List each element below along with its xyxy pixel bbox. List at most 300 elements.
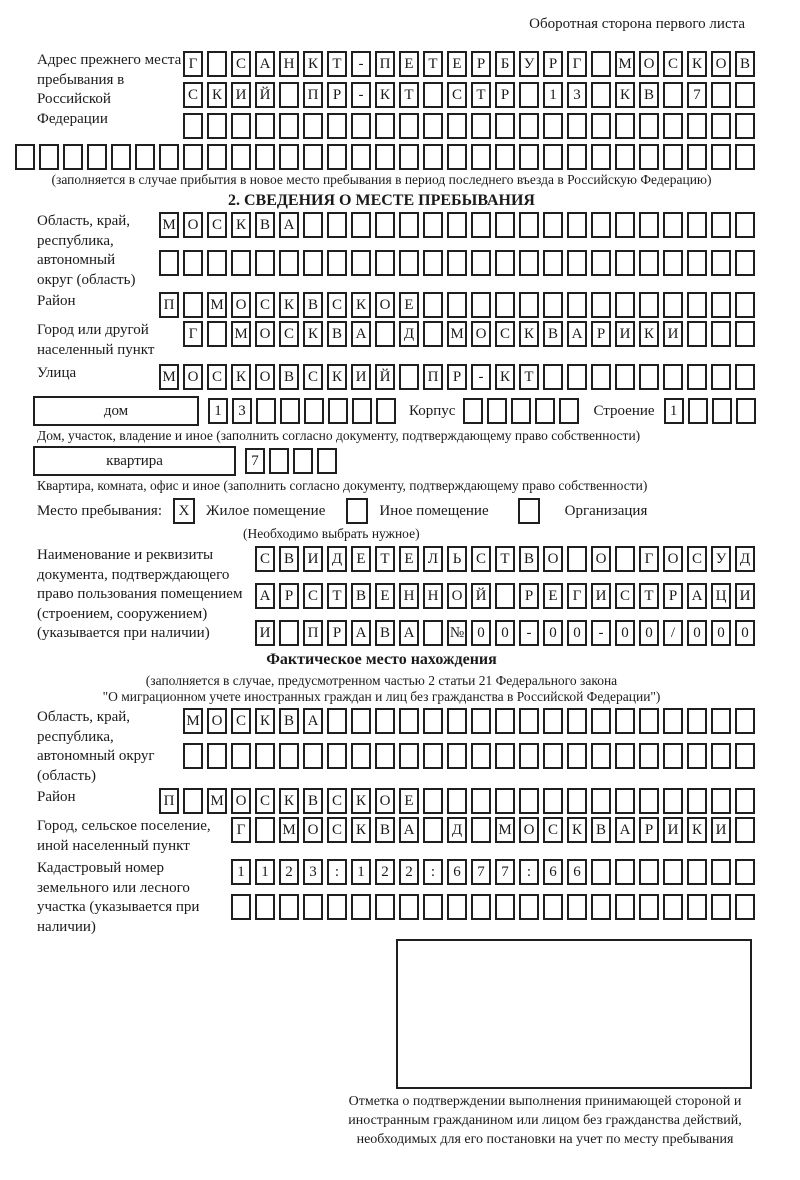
- char-cell[interactable]: [399, 212, 419, 238]
- char-cell[interactable]: Д: [327, 546, 347, 572]
- char-cell[interactable]: [471, 113, 491, 139]
- char-cell[interactable]: Р: [639, 817, 659, 843]
- char-cell[interactable]: А: [399, 620, 419, 646]
- char-cell[interactable]: [687, 708, 707, 734]
- char-cell[interactable]: -: [471, 364, 491, 390]
- char-cell[interactable]: [663, 113, 683, 139]
- char-cell[interactable]: [519, 743, 539, 769]
- char-cell[interactable]: Т: [375, 546, 395, 572]
- char-cell[interactable]: Д: [399, 321, 419, 347]
- char-cell[interactable]: [87, 144, 107, 170]
- char-cell[interactable]: К: [255, 708, 275, 734]
- char-cell[interactable]: [519, 82, 539, 108]
- char-cell[interactable]: [735, 144, 755, 170]
- char-cell[interactable]: К: [615, 82, 635, 108]
- char-cell[interactable]: [255, 250, 275, 276]
- char-cell[interactable]: [207, 51, 227, 77]
- char-cell[interactable]: [183, 292, 203, 318]
- char-cell[interactable]: 2: [279, 859, 299, 885]
- char-cell[interactable]: [735, 859, 755, 885]
- char-cell[interactable]: [255, 817, 275, 843]
- char-cell[interactable]: [711, 321, 731, 347]
- char-cell[interactable]: [231, 113, 251, 139]
- char-cell[interactable]: С: [303, 583, 323, 609]
- char-cell[interactable]: Й: [471, 583, 491, 609]
- char-cell[interactable]: Б: [495, 51, 515, 77]
- char-cell[interactable]: 0: [711, 620, 731, 646]
- char-cell[interactable]: [375, 321, 395, 347]
- char-cell[interactable]: [423, 292, 443, 318]
- char-cell[interactable]: В: [375, 817, 395, 843]
- char-cell[interactable]: Т: [639, 583, 659, 609]
- char-cell[interactable]: [183, 144, 203, 170]
- char-cell[interactable]: [711, 894, 731, 920]
- char-cell[interactable]: О: [207, 708, 227, 734]
- char-cell[interactable]: И: [231, 82, 251, 108]
- char-cell[interactable]: [255, 144, 275, 170]
- char-cell[interactable]: Г: [231, 817, 251, 843]
- char-cell[interactable]: [663, 212, 683, 238]
- char-cell[interactable]: Д: [447, 817, 467, 843]
- char-cell[interactable]: С: [615, 583, 635, 609]
- char-cell[interactable]: Е: [399, 292, 419, 318]
- char-cell[interactable]: М: [183, 708, 203, 734]
- char-cell[interactable]: [711, 144, 731, 170]
- char-cell[interactable]: [423, 82, 443, 108]
- char-cell[interactable]: [255, 113, 275, 139]
- char-cell[interactable]: П: [423, 364, 443, 390]
- char-cell[interactable]: Р: [327, 82, 347, 108]
- char-cell[interactable]: М: [495, 817, 515, 843]
- char-cell[interactable]: [376, 398, 396, 424]
- char-cell[interactable]: [639, 894, 659, 920]
- char-cell[interactable]: О: [639, 51, 659, 77]
- char-cell[interactable]: :: [327, 859, 347, 885]
- char-cell[interactable]: [303, 894, 323, 920]
- char-cell[interactable]: 1: [543, 82, 563, 108]
- char-cell[interactable]: А: [351, 321, 371, 347]
- char-cell[interactable]: [559, 398, 579, 424]
- char-cell[interactable]: [351, 113, 371, 139]
- char-cell[interactable]: [591, 292, 611, 318]
- char-cell[interactable]: 7: [471, 859, 491, 885]
- char-cell[interactable]: [207, 113, 227, 139]
- char-cell[interactable]: [471, 292, 491, 318]
- char-cell[interactable]: О: [255, 364, 275, 390]
- char-cell[interactable]: [207, 250, 227, 276]
- char-cell[interactable]: [711, 788, 731, 814]
- char-cell[interactable]: [327, 743, 347, 769]
- char-cell[interactable]: [711, 292, 731, 318]
- char-cell[interactable]: [111, 144, 131, 170]
- char-cell[interactable]: /: [663, 620, 683, 646]
- char-cell[interactable]: [317, 448, 337, 474]
- char-cell[interactable]: [615, 546, 635, 572]
- char-cell[interactable]: Н: [423, 583, 443, 609]
- char-cell[interactable]: [423, 250, 443, 276]
- char-cell[interactable]: Е: [543, 583, 563, 609]
- char-cell[interactable]: [663, 708, 683, 734]
- char-cell[interactable]: М: [447, 321, 467, 347]
- char-cell[interactable]: [471, 212, 491, 238]
- char-cell[interactable]: [447, 113, 467, 139]
- char-cell[interactable]: [639, 113, 659, 139]
- char-cell[interactable]: В: [735, 51, 755, 77]
- char-cell[interactable]: О: [663, 546, 683, 572]
- char-cell[interactable]: Е: [399, 51, 419, 77]
- char-cell[interactable]: М: [159, 212, 179, 238]
- checkbox-residential[interactable]: X: [173, 498, 195, 524]
- char-cell[interactable]: Р: [519, 583, 539, 609]
- char-cell[interactable]: Т: [519, 364, 539, 390]
- char-cell[interactable]: [687, 321, 707, 347]
- char-cell[interactable]: [711, 364, 731, 390]
- char-cell[interactable]: М: [279, 817, 299, 843]
- char-cell[interactable]: [663, 292, 683, 318]
- char-cell[interactable]: :: [423, 859, 443, 885]
- char-cell[interactable]: П: [159, 788, 179, 814]
- char-cell[interactable]: [687, 212, 707, 238]
- char-cell[interactable]: [255, 743, 275, 769]
- char-cell[interactable]: [591, 113, 611, 139]
- char-cell[interactable]: [495, 894, 515, 920]
- char-cell[interactable]: -: [591, 620, 611, 646]
- char-cell[interactable]: [639, 788, 659, 814]
- char-cell[interactable]: [591, 144, 611, 170]
- char-cell[interactable]: Т: [471, 82, 491, 108]
- char-cell[interactable]: С: [207, 364, 227, 390]
- char-cell[interactable]: О: [231, 292, 251, 318]
- char-cell[interactable]: [351, 708, 371, 734]
- char-cell[interactable]: [735, 894, 755, 920]
- char-cell[interactable]: В: [279, 364, 299, 390]
- char-cell[interactable]: 1: [231, 859, 251, 885]
- char-cell[interactable]: [567, 364, 587, 390]
- char-cell[interactable]: В: [279, 546, 299, 572]
- char-cell[interactable]: [352, 398, 372, 424]
- char-cell[interactable]: [735, 250, 755, 276]
- char-cell[interactable]: [735, 321, 755, 347]
- char-cell[interactable]: [279, 113, 299, 139]
- char-cell[interactable]: [423, 894, 443, 920]
- char-cell[interactable]: К: [351, 817, 371, 843]
- char-cell[interactable]: [399, 743, 419, 769]
- char-cell[interactable]: [375, 144, 395, 170]
- char-cell[interactable]: [495, 144, 515, 170]
- char-cell[interactable]: О: [471, 321, 491, 347]
- char-cell[interactable]: О: [375, 788, 395, 814]
- char-cell[interactable]: В: [543, 321, 563, 347]
- char-cell[interactable]: [639, 292, 659, 318]
- char-cell[interactable]: Ц: [711, 583, 731, 609]
- char-cell[interactable]: 0: [543, 620, 563, 646]
- char-cell[interactable]: К: [279, 292, 299, 318]
- char-cell[interactable]: [399, 144, 419, 170]
- char-cell[interactable]: К: [327, 364, 347, 390]
- char-cell[interactable]: 0: [495, 620, 515, 646]
- char-cell[interactable]: А: [279, 212, 299, 238]
- char-cell[interactable]: [269, 448, 289, 474]
- char-cell[interactable]: [327, 250, 347, 276]
- char-cell[interactable]: О: [375, 292, 395, 318]
- char-cell[interactable]: А: [399, 817, 419, 843]
- char-cell[interactable]: С: [255, 292, 275, 318]
- char-cell[interactable]: [495, 743, 515, 769]
- char-cell[interactable]: 7: [687, 82, 707, 108]
- char-cell[interactable]: М: [207, 292, 227, 318]
- char-cell[interactable]: В: [303, 292, 323, 318]
- char-cell[interactable]: Р: [327, 620, 347, 646]
- char-cell[interactable]: [711, 708, 731, 734]
- char-cell[interactable]: [327, 113, 347, 139]
- char-cell[interactable]: С: [207, 212, 227, 238]
- char-cell[interactable]: Р: [471, 51, 491, 77]
- char-cell[interactable]: [447, 292, 467, 318]
- char-cell[interactable]: [423, 620, 443, 646]
- char-cell[interactable]: С: [327, 788, 347, 814]
- char-cell[interactable]: [495, 583, 515, 609]
- char-cell[interactable]: [351, 743, 371, 769]
- char-cell[interactable]: 3: [303, 859, 323, 885]
- char-cell[interactable]: О: [543, 546, 563, 572]
- char-cell[interactable]: С: [183, 82, 203, 108]
- char-cell[interactable]: [615, 364, 635, 390]
- char-cell[interactable]: [183, 113, 203, 139]
- char-cell[interactable]: [231, 250, 251, 276]
- char-cell[interactable]: 1: [255, 859, 275, 885]
- char-cell[interactable]: Е: [351, 546, 371, 572]
- char-cell[interactable]: [183, 743, 203, 769]
- char-cell[interactable]: Т: [495, 546, 515, 572]
- char-cell[interactable]: [519, 144, 539, 170]
- char-cell[interactable]: [471, 743, 491, 769]
- char-cell[interactable]: [735, 82, 755, 108]
- char-cell[interactable]: [399, 250, 419, 276]
- char-cell[interactable]: К: [231, 212, 251, 238]
- char-cell[interactable]: [159, 144, 179, 170]
- char-cell[interactable]: [399, 113, 419, 139]
- char-cell[interactable]: [712, 398, 732, 424]
- char-cell[interactable]: [567, 546, 587, 572]
- char-cell[interactable]: [543, 113, 563, 139]
- char-cell[interactable]: Р: [591, 321, 611, 347]
- char-cell[interactable]: А: [303, 708, 323, 734]
- char-cell[interactable]: [463, 398, 483, 424]
- char-cell[interactable]: [519, 708, 539, 734]
- char-cell[interactable]: [663, 364, 683, 390]
- char-cell[interactable]: [567, 743, 587, 769]
- char-cell[interactable]: К: [207, 82, 227, 108]
- char-cell[interactable]: О: [303, 817, 323, 843]
- char-cell[interactable]: Г: [567, 51, 587, 77]
- char-cell[interactable]: Р: [495, 82, 515, 108]
- char-cell[interactable]: [567, 212, 587, 238]
- char-cell[interactable]: Г: [639, 546, 659, 572]
- char-cell[interactable]: [495, 250, 515, 276]
- char-cell[interactable]: С: [447, 82, 467, 108]
- char-cell[interactable]: С: [231, 708, 251, 734]
- char-cell[interactable]: [711, 859, 731, 885]
- char-cell[interactable]: Т: [327, 583, 347, 609]
- char-cell[interactable]: [663, 82, 683, 108]
- char-cell[interactable]: С: [327, 817, 347, 843]
- char-cell[interactable]: [447, 708, 467, 734]
- char-cell[interactable]: -: [351, 82, 371, 108]
- char-cell[interactable]: [736, 398, 756, 424]
- char-cell[interactable]: Е: [375, 583, 395, 609]
- char-cell[interactable]: [375, 250, 395, 276]
- char-cell[interactable]: [687, 144, 707, 170]
- char-cell[interactable]: [351, 894, 371, 920]
- char-cell[interactable]: К: [279, 788, 299, 814]
- char-cell[interactable]: [279, 144, 299, 170]
- char-cell[interactable]: [471, 708, 491, 734]
- char-cell[interactable]: [639, 708, 659, 734]
- char-cell[interactable]: [511, 398, 531, 424]
- char-cell[interactable]: [567, 144, 587, 170]
- char-cell[interactable]: [567, 113, 587, 139]
- char-cell[interactable]: [351, 250, 371, 276]
- char-cell[interactable]: [543, 788, 563, 814]
- char-cell[interactable]: В: [639, 82, 659, 108]
- char-cell[interactable]: К: [351, 292, 371, 318]
- char-cell[interactable]: К: [303, 51, 323, 77]
- char-cell[interactable]: [639, 743, 659, 769]
- char-cell[interactable]: [279, 82, 299, 108]
- char-cell[interactable]: [15, 144, 35, 170]
- char-cell[interactable]: [615, 292, 635, 318]
- char-cell[interactable]: 1: [208, 398, 228, 424]
- char-cell[interactable]: О: [183, 364, 203, 390]
- char-cell[interactable]: С: [543, 817, 563, 843]
- char-cell[interactable]: [351, 212, 371, 238]
- char-cell[interactable]: [639, 212, 659, 238]
- char-cell[interactable]: [663, 894, 683, 920]
- char-cell[interactable]: [615, 144, 635, 170]
- char-cell[interactable]: И: [663, 321, 683, 347]
- char-cell[interactable]: Т: [399, 82, 419, 108]
- char-cell[interactable]: Т: [327, 51, 347, 77]
- char-cell[interactable]: [279, 250, 299, 276]
- char-cell[interactable]: [279, 894, 299, 920]
- char-cell[interactable]: П: [303, 82, 323, 108]
- char-cell[interactable]: Т: [423, 51, 443, 77]
- char-cell[interactable]: 2: [375, 859, 395, 885]
- char-cell[interactable]: [293, 448, 313, 474]
- char-cell[interactable]: В: [327, 321, 347, 347]
- char-cell[interactable]: В: [279, 708, 299, 734]
- char-cell[interactable]: [375, 113, 395, 139]
- char-cell[interactable]: [615, 743, 635, 769]
- char-cell[interactable]: [39, 144, 59, 170]
- char-cell[interactable]: [256, 398, 276, 424]
- char-cell[interactable]: [423, 743, 443, 769]
- char-cell[interactable]: [591, 788, 611, 814]
- char-cell[interactable]: [543, 144, 563, 170]
- char-cell[interactable]: №: [447, 620, 467, 646]
- char-cell[interactable]: 6: [567, 859, 587, 885]
- char-cell[interactable]: [663, 859, 683, 885]
- char-cell[interactable]: [735, 788, 755, 814]
- char-cell[interactable]: [543, 894, 563, 920]
- char-cell[interactable]: 0: [471, 620, 491, 646]
- char-cell[interactable]: [615, 113, 635, 139]
- confirmation-mark-box[interactable]: [396, 939, 752, 1089]
- char-cell[interactable]: [735, 817, 755, 843]
- char-cell[interactable]: О: [183, 212, 203, 238]
- char-cell[interactable]: С: [471, 546, 491, 572]
- char-cell[interactable]: [663, 788, 683, 814]
- char-cell[interactable]: [567, 250, 587, 276]
- char-cell[interactable]: О: [519, 817, 539, 843]
- char-cell[interactable]: [447, 212, 467, 238]
- char-cell[interactable]: [495, 212, 515, 238]
- char-cell[interactable]: О: [231, 788, 251, 814]
- char-cell[interactable]: Е: [399, 788, 419, 814]
- char-cell[interactable]: [687, 894, 707, 920]
- char-cell[interactable]: [495, 113, 515, 139]
- char-cell[interactable]: 7: [245, 448, 265, 474]
- char-cell[interactable]: [303, 250, 323, 276]
- char-cell[interactable]: 0: [639, 620, 659, 646]
- char-cell[interactable]: [447, 250, 467, 276]
- char-cell[interactable]: 2: [399, 859, 419, 885]
- char-cell[interactable]: [735, 292, 755, 318]
- char-cell[interactable]: М: [231, 321, 251, 347]
- char-cell[interactable]: Г: [567, 583, 587, 609]
- char-cell[interactable]: [567, 708, 587, 734]
- char-cell[interactable]: [423, 113, 443, 139]
- char-cell[interactable]: В: [591, 817, 611, 843]
- char-cell[interactable]: [567, 788, 587, 814]
- char-cell[interactable]: С: [279, 321, 299, 347]
- char-cell[interactable]: [231, 144, 251, 170]
- char-cell[interactable]: П: [375, 51, 395, 77]
- char-cell[interactable]: [183, 250, 203, 276]
- char-cell[interactable]: К: [687, 817, 707, 843]
- char-cell[interactable]: [495, 788, 515, 814]
- char-cell[interactable]: К: [687, 51, 707, 77]
- char-cell[interactable]: В: [519, 546, 539, 572]
- char-cell[interactable]: [447, 743, 467, 769]
- char-cell[interactable]: [399, 708, 419, 734]
- char-cell[interactable]: [303, 212, 323, 238]
- char-cell[interactable]: [615, 212, 635, 238]
- char-cell[interactable]: Е: [399, 546, 419, 572]
- char-cell[interactable]: [543, 250, 563, 276]
- char-cell[interactable]: [351, 144, 371, 170]
- char-cell[interactable]: [303, 113, 323, 139]
- char-cell[interactable]: [711, 250, 731, 276]
- char-cell[interactable]: [280, 398, 300, 424]
- char-cell[interactable]: Р: [447, 364, 467, 390]
- char-cell[interactable]: К: [303, 321, 323, 347]
- char-cell[interactable]: [567, 894, 587, 920]
- char-cell[interactable]: [543, 708, 563, 734]
- char-cell[interactable]: [519, 788, 539, 814]
- char-cell[interactable]: А: [255, 51, 275, 77]
- char-cell[interactable]: [711, 113, 731, 139]
- char-cell[interactable]: [591, 708, 611, 734]
- char-cell[interactable]: [327, 144, 347, 170]
- char-cell[interactable]: [487, 398, 507, 424]
- char-cell[interactable]: И: [735, 583, 755, 609]
- char-cell[interactable]: [279, 743, 299, 769]
- char-cell[interactable]: [399, 894, 419, 920]
- char-cell[interactable]: :: [519, 859, 539, 885]
- char-cell[interactable]: [375, 894, 395, 920]
- char-cell[interactable]: [375, 212, 395, 238]
